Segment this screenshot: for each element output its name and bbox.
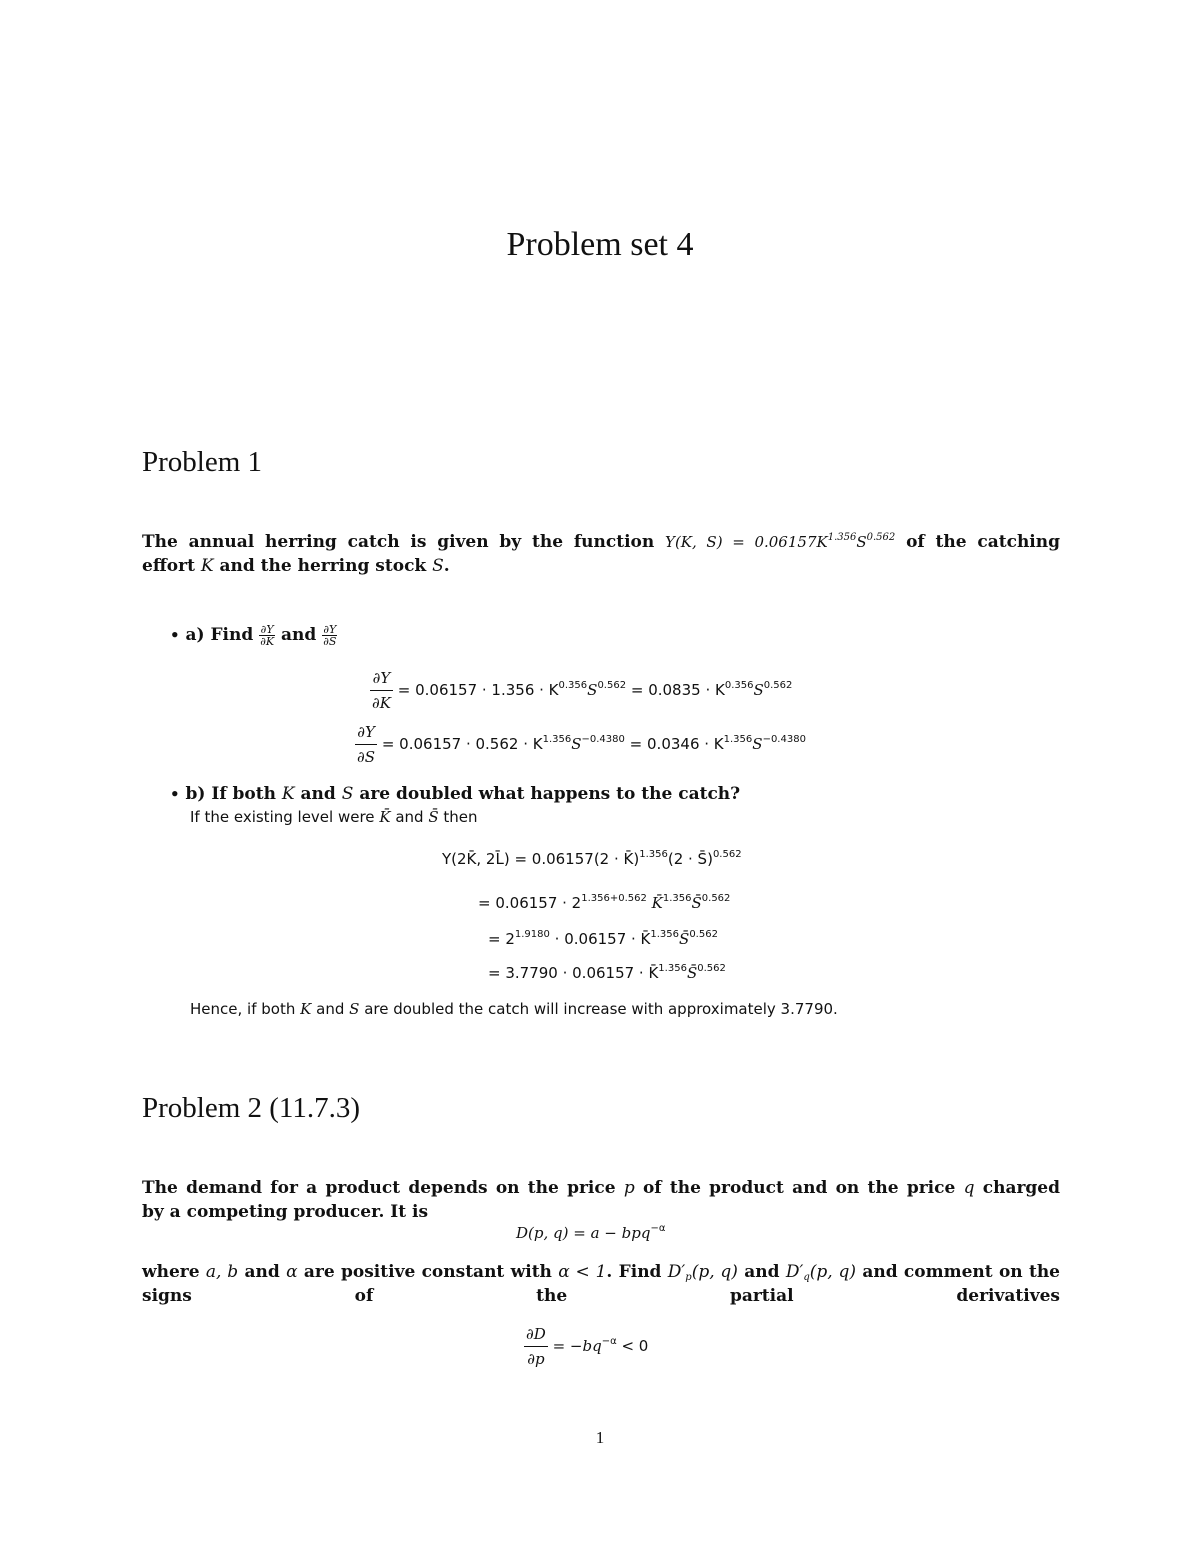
equation-dY-dS: $\frac{\partial Y}{\partial S}$ = $0.06157 \cdot 0.562 \cdot K^{1.356}S^{-0.4380} = 0.0346 \cdot K^{1.356}S^{-0.4380}$ — [355, 720, 806, 769]
equation-dY-dK: $\frac{\partial Y}{\partial K}$ = $0.06157 \cdot 1.356 \cdot K^{0.356}S^{0.562} = 0.0835 \cdot K^{0.356}S^{0.562}$ — [370, 666, 792, 715]
demand-function: D(p, q) = a − bpq$^{-\alpha}$ — [516, 1223, 666, 1242]
problem2-heading: Problem 2 (11.7.3) — [142, 1092, 361, 1124]
derivation-line-3: = $2^{1.9180} \cdot 0.06157$ · K̄$^{1.356}$S̄$^{0.562}$ — [488, 929, 718, 948]
page-number: 1 — [595, 1428, 605, 1447]
partial-derivative-dD-dp: $\frac{\partial D}{\partial p}$ = $-bq^{-\alpha} < 0$ — [524, 1322, 648, 1371]
part-b-label: • b) If both K and S are doubled what happens to the catch? — [170, 784, 741, 804]
page-title: Problem set 4 — [506, 226, 694, 263]
problem2-intro-line2: by a competing producer. It is — [142, 1202, 429, 1222]
problem1-intro-line1: The annual herring catch is given by the function Y(K, $S) = 0.06157K^{1.356}S^{0.562}$ of the catching — [142, 532, 1061, 552]
bullet-icon: • — [170, 626, 180, 644]
problem1-heading: Problem 1 — [142, 446, 263, 478]
derivation-line-1: Y(2K̄, 2L̄) = 0.06157(2 · K̄)$^{1.356}$(2 · S̄)$^{0.562}$ — [442, 849, 742, 868]
part-b-existing-level: If the existing level were K̄ and S̄ then — [190, 808, 478, 826]
part-b-conclusion: Hence, if both K and S are doubled the catch will increase with approximately 3.7790. — [190, 1000, 838, 1018]
part-a-label: • a) Find $\frac{\partial Y}{\partial K}$ and $\frac{\partial Y}{\partial S}$ — [170, 623, 337, 648]
problem2-signs-line: signs of the partial derivatives — [142, 1286, 1060, 1306]
problem1-intro-line2: effort K and the herring stock S. — [142, 556, 450, 576]
bullet-icon: • — [170, 785, 180, 803]
problem2-where-line: where a, b and α are positive constant with α < 1. Find $D'_p(p$, q) and $D'_q(p$, q) and comment on the — [142, 1262, 1060, 1283]
derivation-line-4: = 3.7790 · 0.06157 · K̄$^{1.356}$S̄$^{0.562}$ — [488, 963, 726, 982]
problem2-intro-line1: The demand for a product depends on the price p of the product and on the price q charged — [142, 1178, 1061, 1198]
derivation-line-2: = $0.06157 \cdot 2^{1.356+0.562}$ K̄$^{1.356}$S̄$^{0.562}$ — [478, 893, 731, 912]
